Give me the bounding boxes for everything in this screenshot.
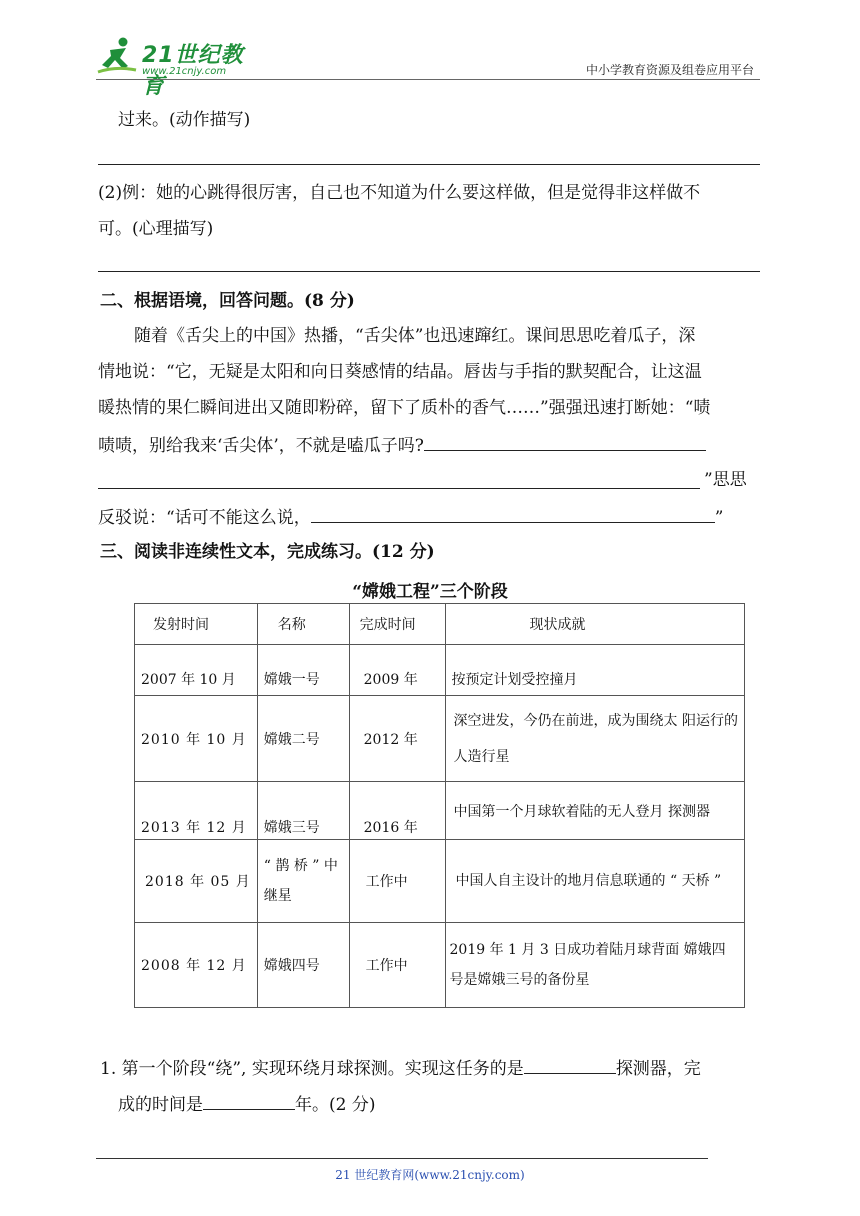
footer-divider — [96, 1158, 708, 1159]
line-1: 过来。(动作描写) — [118, 110, 251, 130]
brand-url: www.21cnjy.com — [142, 66, 227, 77]
para-line-5-end: ”思思 — [704, 470, 747, 490]
header-divider — [96, 79, 760, 80]
para-line-6 — [98, 504, 723, 530]
cell-date: 2013 年 12 月 — [135, 782, 258, 840]
para-line-1: 随着《舌尖上的中国》热播，“舌尖体”也迅速蹿红。课间思思吃着瓜子，深 — [134, 326, 696, 346]
answer-line-2 — [98, 271, 760, 272]
answer-line-3[interactable] — [98, 488, 700, 489]
cell-done: 工作中 — [349, 840, 445, 923]
cell-status: 按预定计划受控撞月 — [445, 645, 744, 696]
table-row — [135, 645, 745, 696]
para-line-6-end: ” — [714, 508, 724, 528]
question-1-line-1 — [100, 1055, 701, 1081]
table-row — [135, 840, 745, 923]
cell-date: 2010 年 10 月 — [135, 696, 258, 782]
platform-name: 中小学教育资源及组卷应用平台 — [585, 63, 754, 77]
question-1-text-c: 成的时间是 — [118, 1095, 203, 1115]
question-1-text-a: 1. 第一个阶段“绕”, 实现环绕月球探测。实现这任务的是 — [100, 1059, 524, 1079]
para-line-2: 情地说：“它，无疑是太阳和向日葵感情的结晶。唇齿与手指的默契配合，让这温 — [98, 362, 702, 382]
answer-blank-probe[interactable] — [524, 1055, 616, 1074]
cell-status: 中国人自主设计的地月信息联通的 “ 天桥 ” — [445, 840, 744, 923]
chang-e-table — [134, 603, 745, 1008]
runner-logo-icon — [96, 36, 138, 74]
question-1-line-2 — [118, 1091, 375, 1117]
cell-name: 嫦娥一号 — [257, 645, 349, 696]
line-2: (2)例：她的心跳得很厉害，自己也不知道为什么要这样做，但是觉得非这样做不 — [98, 183, 701, 203]
cell-date: 2007 年 10 月 — [135, 645, 258, 696]
cell-name: 嫦娥四号 — [257, 923, 349, 1008]
table-row — [135, 923, 745, 1008]
section-3-title: 三、阅读非连续性文本，完成练习。(12 分) — [100, 542, 435, 562]
answer-blank-year[interactable] — [203, 1091, 295, 1110]
answer-blank-2[interactable] — [311, 504, 715, 523]
question-1-text-d: 年。(2 分) — [295, 1095, 376, 1115]
table-row — [135, 782, 745, 840]
line-3: 可。(心理描写) — [98, 219, 214, 239]
cell-name: 嫦娥二号 — [257, 696, 349, 782]
cell-status: 2019 年 1 月 3 日成功着陆月球背面 嫦娥四号是嫦娥三号的备份星 — [445, 923, 744, 1008]
cell-name: 嫦娥三号 — [257, 782, 349, 840]
header-launch-date: 发射时间 — [135, 604, 258, 645]
answer-blank-1[interactable] — [424, 432, 706, 451]
cell-done: 2009 年 — [349, 645, 445, 696]
cell-date: 2008 年 12 月 — [135, 923, 258, 1008]
header-name: 名称 — [257, 604, 349, 645]
answer-line-1 — [98, 164, 760, 165]
table-row — [135, 696, 745, 782]
header-done-date: 完成时间 — [349, 604, 445, 645]
cell-status: 中国第一个月球软着陆的无人登月 探测器 — [445, 782, 744, 840]
cell-done: 2012 年 — [349, 696, 445, 782]
para-line-6-text: 反驳说：“话可不能这么说， — [98, 508, 311, 528]
cell-date: 2018 年 05 月 — [135, 840, 258, 923]
para-line-4-text: 啧啧，别给我来‘舌尖体’，不就是嗑瓜子吗? — [98, 436, 424, 456]
section-2-title: 二、根据语境，回答问题。(8 分) — [100, 291, 355, 311]
site-logo — [96, 34, 266, 99]
footer-text: 21 世纪教育网(www.21cnjy.com) — [335, 1168, 525, 1182]
para-line-3: 暖热情的果仁瞬间进出又随即粉碎，留下了质朴的香气……”强强迅速打断她：“啧 — [98, 398, 711, 418]
question-1-text-b: 探测器，完 — [615, 1059, 701, 1079]
table-header-row — [135, 604, 745, 645]
para-line-4 — [98, 432, 706, 458]
cell-status: 深空进发，今仍在前进，成为围绕太 阳运行的人造行星 — [445, 696, 744, 782]
cell-name: “ 鹊 桥 ” 中继星 — [257, 840, 349, 923]
header-status: 现状成就 — [445, 604, 744, 645]
table-caption: “嫦娥工程”三个阶段 — [352, 582, 508, 602]
cell-done: 工作中 — [349, 923, 445, 1008]
brand-name: 21世纪教育 — [142, 43, 244, 99]
cell-done: 2016 年 — [349, 782, 445, 840]
